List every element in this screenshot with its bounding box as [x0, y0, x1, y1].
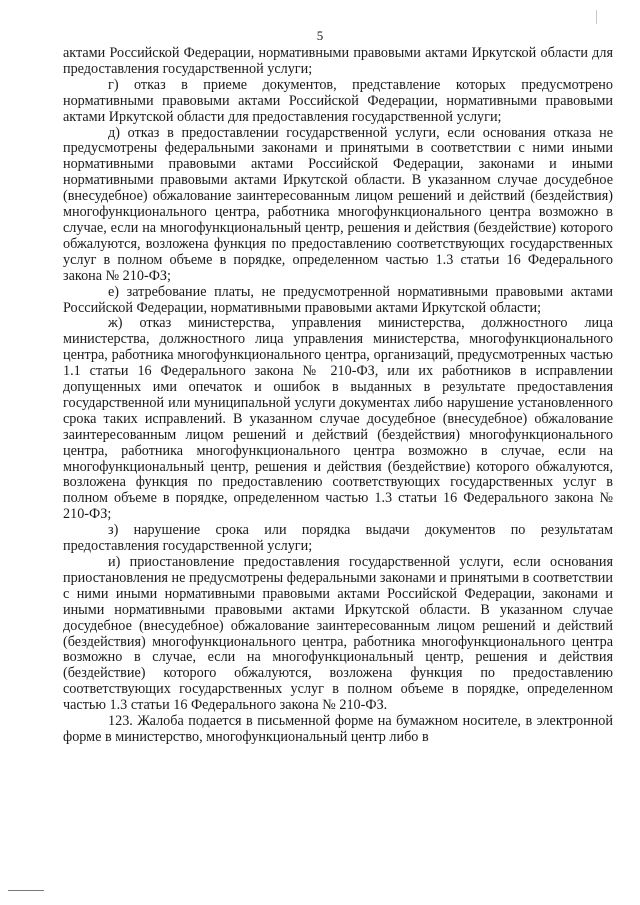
- paragraph-item-z: з) нарушение срока или порядка выдачи документов по результатам предоставления государственной услуги;: [63, 522, 613, 555]
- paragraph-item-e: е) затребование платы, не предусмотренной нормативными правовыми актами Российской Федерации, нормативными правовыми актами Иркутской области;: [63, 283, 613, 316]
- paragraph-item-i: и) приостановление предоставления государственной услуги, если основания приостановления не предусмотрены федеральными законами и принятыми в соответствии с ними иными нормативными правовыми актами Российской Федерации, законами и иными нормативными правовыми актами Иркутской области. В указанном случае досудебное (внесудебное) обжалование заинтересованным лицом решений и действий (бездействия) многофункционального центра, работника многофункционального центра возможно в случае, если на многофункциональный центр, решения и действия (бездействие) которого обжалуются, возложена функция по предоставлению соответствующих государственных услуг в полном объеме в порядке, определенном частью 1.3 статьи 16 Федерального закона № 210-ФЗ.: [63, 554, 613, 714]
- paragraph-item-zh: ж) отказ министерства, управления министерства, должностного лица министерства, должностного лица управления министерства, многофункционального центра, работника многофункционального центра, организаций, предусмотренных частью 1.1 статьи 16 Федерального закона № 210-ФЗ, или их работников в исправлении допущенных ими опечаток и ошибок в выданных в результате предоставления государственной или муниципальной услуги документах либо нарушение установленного срока таких исправлений. В указанном случае досудебное (внесудебное) обжалование заинтересованным лицом решений и действий (бездействия) многофункционального центра, работника многофункционального центра возможно в случае, если на многофункциональный центр, решения и действия (бездействие) которого обжалуются, возложена функция по предоставлению соответствующих государственных услуг в полном объеме в порядке, определенном частью 1.3 статьи 16 Федерального закона № 210-ФЗ;: [63, 315, 613, 523]
- paragraph-item-d: д) отказ в предоставлении государственной услуги, если основания отказа не предусмотрены федеральными законами и принятыми в соответствии с ними иными нормативными правовыми актами Российской Федерации, законами и иными нормативными правовыми актами Иркутской области. В указанном случае досудебное (внесудебное) обжалование заинтересованным лицом решений и действий (бездействия) многофункционального центра, работника многофункционального центра возможно в случае, если на многофункциональный центр, решения и действия (бездействие) которого обжалуются, возложена функция по предоставлению соответствующих государственных услуг в полном объеме в порядке, определенном частью 1.3 статьи 16 Федерального закона № 210-ФЗ;: [63, 124, 613, 284]
- document-body: [63, 46, 613, 746]
- footer-divider: [8, 890, 44, 891]
- paragraph-clause-123: 123. Жалоба подается в письменной форме на бумажном носителе, в электронной форме в министерство, многофункциональный центр либо в: [63, 713, 613, 745]
- paragraph-continuation: актами Российской Федерации, нормативными правовыми актами Иркутской области для предоставления государственной услуги;: [63, 45, 613, 77]
- scan-mark: [596, 10, 597, 24]
- page-number: 5: [316, 28, 324, 43]
- paragraph-item-g: г) отказ в приеме документов, представление которых предусмотрено нормативными правовыми актами Российской Федерации, нормативными правовыми актами Иркутской области для предоставления государственной услуги;: [63, 76, 613, 125]
